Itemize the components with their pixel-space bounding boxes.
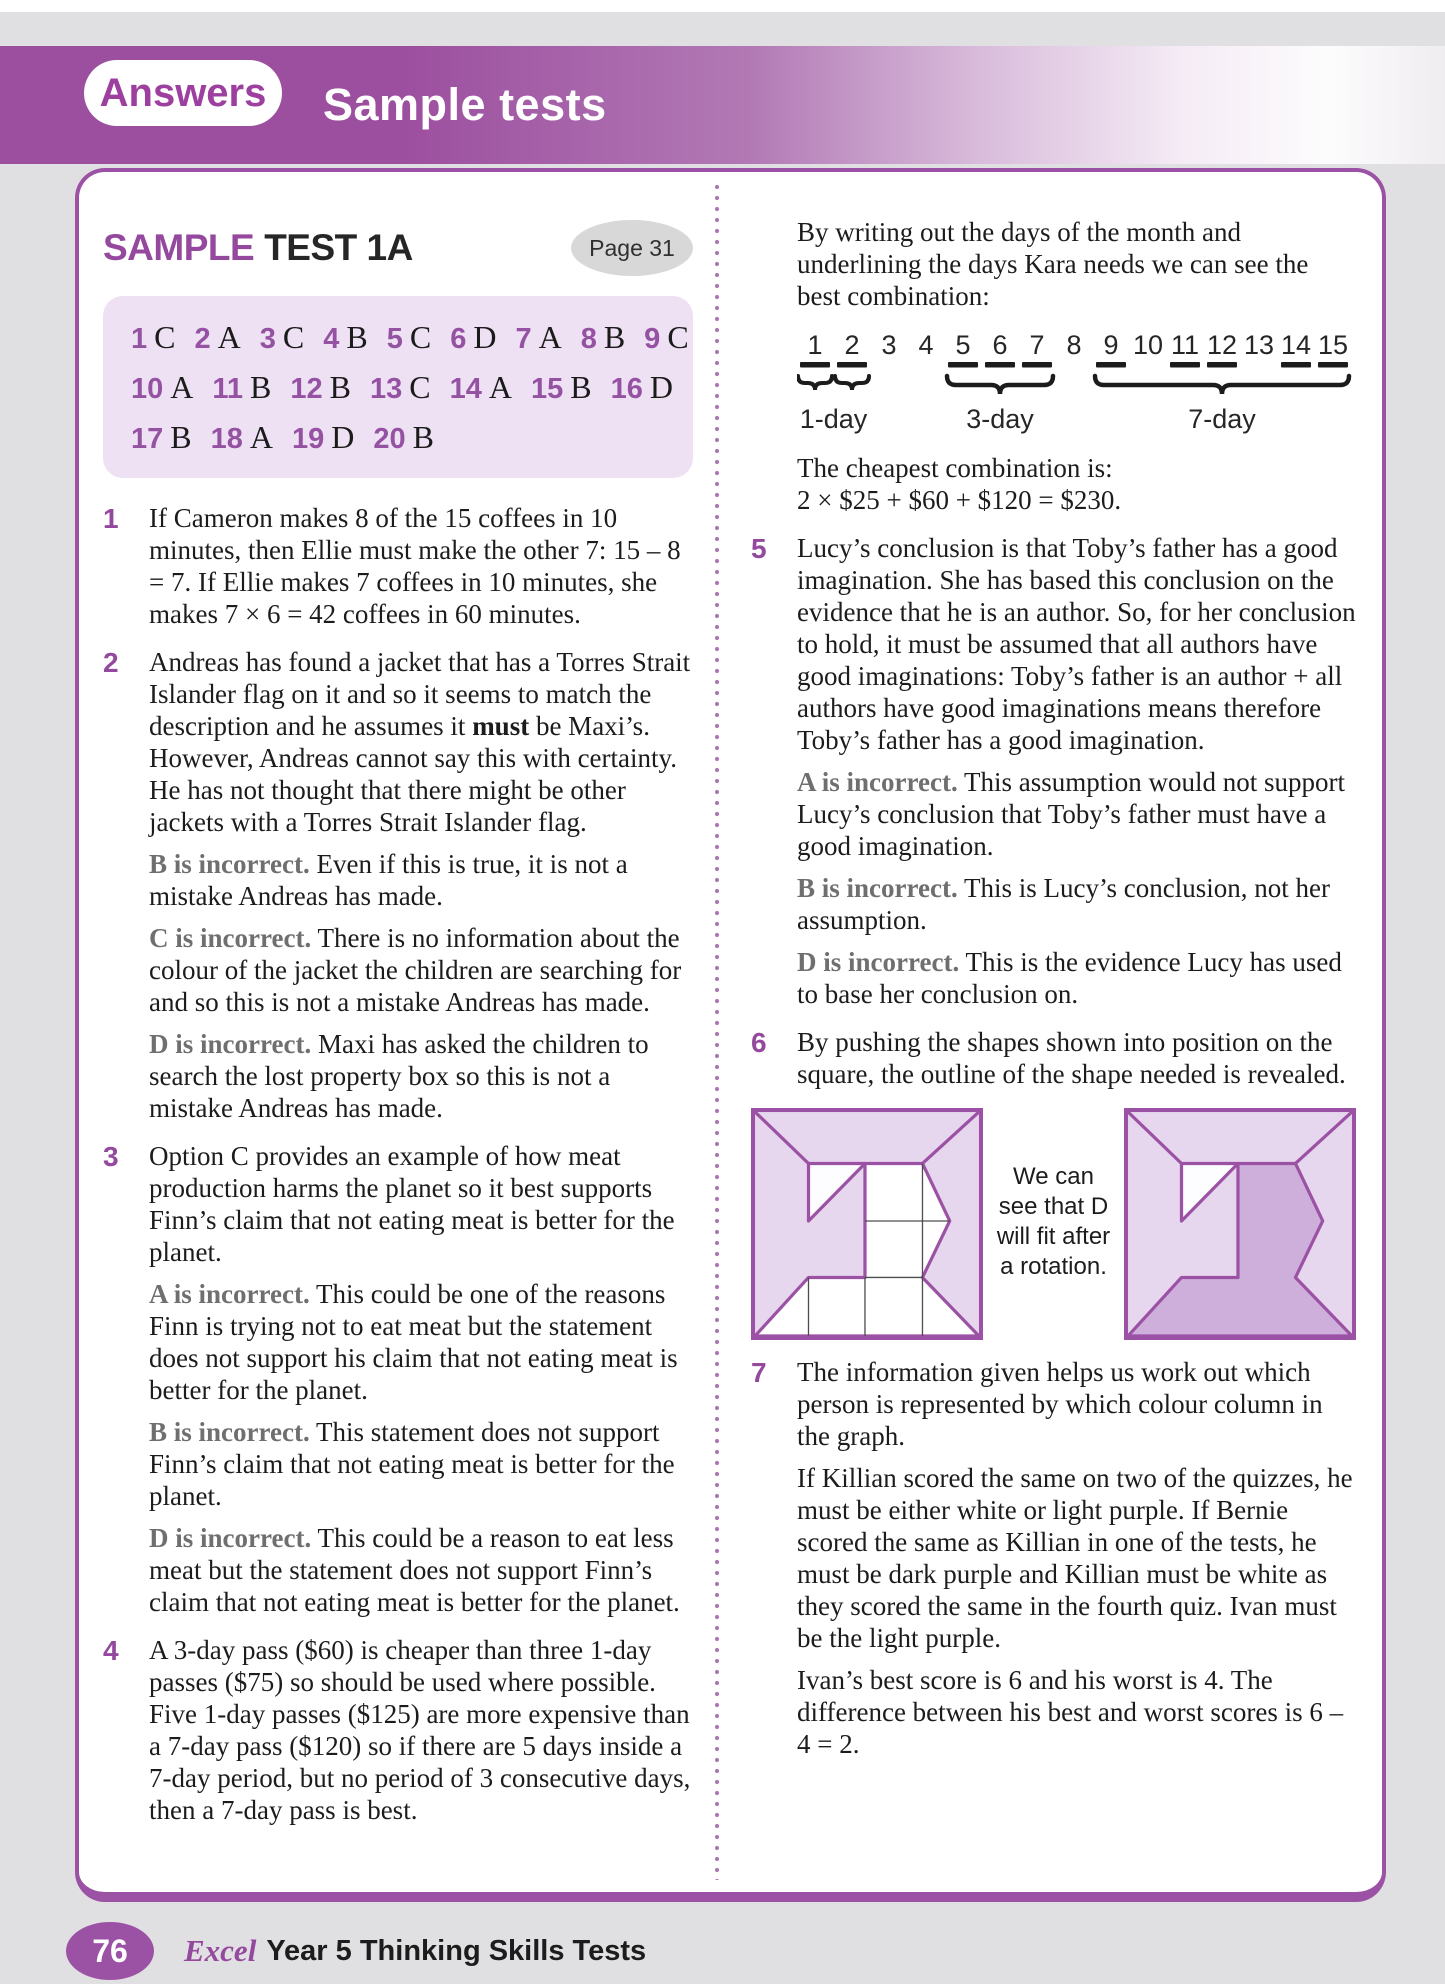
answer-key-box	[103, 296, 693, 478]
day-number: 9	[1103, 330, 1119, 360]
answer-key-line	[131, 412, 685, 462]
incorrect-label: A is incorrect.	[797, 767, 958, 797]
answer-key-number: 10	[131, 372, 164, 405]
question-body	[149, 502, 693, 630]
answer-paragraph	[149, 848, 693, 912]
question-number: 2	[103, 647, 119, 678]
answer-key-number: 7	[515, 322, 532, 355]
day-number: 14	[1280, 330, 1312, 360]
answer-key-letter: B	[170, 418, 192, 455]
day-number: 11	[1170, 330, 1200, 360]
answer-key-pair	[194, 319, 240, 356]
answer-key-letter: B	[412, 418, 434, 455]
answer-paragraph	[797, 872, 1356, 936]
day-number: 1	[807, 330, 823, 360]
puzzle-square-outline	[751, 1108, 983, 1340]
answer-key-letter: A	[217, 318, 241, 355]
content-panel	[75, 168, 1386, 1902]
answer-key-number: 9	[644, 322, 661, 355]
answer-paragraph	[797, 532, 1356, 756]
header-bar	[0, 46, 1445, 164]
answer-paragraph	[797, 452, 1356, 516]
question-number: 3	[103, 1141, 119, 1172]
answers-tab-label: Answers	[99, 70, 267, 115]
answer-paragraph	[149, 1634, 693, 1826]
text-run: If Killian scored the same on two of the quizzes, he must be either white or light purple. If Bernie scored the same as Killian in one of the tests, he must be dark purple and Killian must be white as they scored the same in the fourth quiz. Ivan must be the light purple.	[797, 1463, 1353, 1653]
answer-key-number: 18	[210, 422, 243, 455]
answer-key-pair	[292, 419, 354, 456]
answer-key-pair	[387, 319, 431, 356]
day-number: 10	[1132, 330, 1164, 360]
text-run: If Cameron makes 8 of the 15 coffees in 10 minutes, then Ellie must make the other 7: 15 – 8 = 7. If Ellie makes 7 coffees in 10 minutes, she makes 7 × 6 = 42 coffees in 60 minutes.	[149, 503, 681, 629]
answer-key-letter: C	[667, 318, 689, 355]
question-body	[797, 1356, 1356, 1760]
days-diagram-row	[751, 328, 1356, 436]
answer-key-letter: B	[346, 318, 368, 355]
question-item	[103, 1140, 693, 1618]
question-item	[103, 646, 693, 1124]
answer-paragraph	[149, 1140, 693, 1268]
shapes-caption: We can see that D will fit after a rotation.	[996, 1163, 1111, 1280]
question-item	[103, 1634, 693, 1826]
answer-key-number: 8	[580, 322, 597, 355]
text-run: This is the evidence Lucy has used to base her conclusion on.	[797, 947, 1342, 1009]
answer-key-pair	[131, 319, 175, 356]
page-badge: Page 31	[571, 220, 693, 276]
answer-paragraph	[797, 1462, 1356, 1654]
day-number: 4	[918, 330, 934, 360]
incorrect-label: B is incorrect.	[149, 849, 310, 879]
answer-key-number: 5	[386, 322, 403, 355]
day-number: 5	[955, 330, 971, 360]
answer-key-pair	[450, 369, 512, 406]
question-number	[751, 452, 797, 516]
answer-paragraph	[797, 1664, 1356, 1760]
text-run: This could be one of the reasons Finn is trying not to eat meat but the statement does not support his claim that not eating meat is better for the planet.	[149, 1279, 678, 1405]
top-strip	[0, 0, 1445, 12]
answer-key-number: 19	[291, 422, 325, 455]
test-header	[103, 220, 693, 276]
page-title: Sample tests	[323, 79, 607, 130]
question-body	[797, 216, 1356, 312]
day-number: 15	[1317, 330, 1349, 360]
answer-key-letter: D	[473, 318, 497, 355]
pass-label: 1-day	[799, 404, 868, 434]
text-run: There is no information about the colour of the jacket the children are searching for and so this is not a mistake Andreas has made.	[149, 923, 682, 1017]
answer-key-letter: A	[170, 368, 194, 405]
question-number: 6	[751, 1027, 767, 1058]
right-column	[719, 172, 1382, 1892]
answer-key-pair	[211, 419, 273, 456]
answer-key-letter: C	[154, 318, 176, 355]
text-run: Ivan’s best score is 6 and his worst is 4. The difference between his best and worst scores is 6 – 4 = 2.	[797, 1665, 1344, 1759]
pass-label: 7-day	[1188, 404, 1256, 434]
incorrect-label: D is incorrect.	[149, 1523, 312, 1553]
answer-key-letter: B	[329, 368, 351, 405]
answer-paragraph	[797, 1356, 1356, 1452]
answer-key-pair	[531, 369, 592, 406]
answer-key-letter: D	[649, 368, 673, 405]
question-body	[797, 452, 1356, 516]
answer-key-letter: A	[488, 368, 512, 405]
text-run: This could be a reason to eat less meat but the statement does not support Finn’s claim that not eating meat is better for the planet.	[149, 1523, 680, 1617]
text-run: Even if this is true, it is not a mistake Andreas has made.	[149, 849, 628, 911]
question-body	[797, 1026, 1356, 1090]
answer-key-line	[131, 362, 685, 412]
answer-key-letter: D	[331, 418, 355, 455]
question-item	[751, 216, 1356, 312]
text-run: Andreas has found a jacket that has a Torres Strait Islander flag on it and so it seems to match the description and he assumes it	[149, 647, 691, 741]
text-run: The information given helps us work out which person is represented by which colour column in the graph.	[797, 1357, 1323, 1451]
incorrect-label: B is incorrect.	[149, 1417, 310, 1447]
left-column	[79, 172, 715, 1892]
shapes-figure	[751, 1108, 1356, 1340]
day-number: 13	[1243, 330, 1275, 360]
pass-label: 3-day	[966, 404, 1034, 434]
question-body	[149, 1634, 693, 1826]
incorrect-label: C is incorrect.	[149, 923, 312, 953]
answer-key-letter: C	[409, 368, 431, 405]
test-title-name: TEST 1A	[264, 227, 413, 268]
answer-key-pair	[131, 369, 193, 406]
answer-key-number: 1	[131, 322, 148, 355]
answer-key-number: 20	[373, 422, 406, 455]
test-title-sample: SAMPLE	[103, 227, 255, 268]
answer-paragraph	[149, 922, 693, 1018]
question-item	[751, 452, 1356, 516]
answer-key-pair	[515, 319, 561, 356]
answer-key-letter: C	[409, 318, 432, 355]
day-number: 12	[1206, 330, 1238, 360]
answer-key-number: 11	[212, 372, 244, 405]
text-run: This statement does not support Finn’s claim that not eating meat is better for the planet.	[149, 1417, 675, 1511]
answer-key-letter: B	[603, 318, 626, 355]
answer-key-number: 3	[259, 322, 276, 355]
text-run: Maxi has asked the children to search the lost property box so this is not a mistake Andreas has made.	[149, 1029, 649, 1123]
question-body	[149, 646, 693, 1124]
question-item	[751, 532, 1356, 1010]
day-number: 6	[992, 330, 1008, 360]
text-run: By pushing the shapes shown into position on the square, the outline of the shape needed is revealed.	[797, 1027, 1346, 1089]
answer-paragraph	[149, 1028, 693, 1124]
text-run: This assumption would not support Lucy’s conclusion that Toby’s father must have a good imagination.	[797, 767, 1345, 861]
answer-key-pair	[370, 369, 431, 406]
answer-key-number: 12	[290, 372, 323, 405]
days-diagram	[797, 328, 1356, 436]
answer-paragraph	[797, 766, 1356, 862]
test-title	[103, 227, 413, 269]
answer-paragraph	[149, 502, 693, 630]
answer-paragraph	[149, 1522, 693, 1618]
text-run: This is Lucy’s conclusion, not her assumption.	[797, 873, 1330, 935]
text-run: Lucy’s conclusion is that Toby’s father has a good imagination. She has based this conclusion on the evidence that he is an author. So, for her conclusion to hold, it must be assumed that all authors have good imaginations: Toby’s father is an author + all authors have good imaginations means therefore Toby’s father has a good imagination.	[797, 533, 1356, 755]
text-run: By writing out the days of the month and underlining the days Kara needs we can see the best combination:	[797, 217, 1309, 311]
question-number: 5	[751, 533, 767, 564]
answer-paragraph	[797, 1026, 1356, 1090]
answer-key-pair	[131, 419, 192, 456]
text-run: be Maxi’s. However, Andreas cannot say this with certainty. He has not thought that there might be other jackets with a Torres Strait Islander flag.	[149, 711, 678, 837]
answer-key-letter: B	[250, 368, 272, 405]
footer	[66, 1922, 646, 1980]
text-run: 2 × $25 + $60 + $120 = $230.	[797, 485, 1122, 515]
answer-key-pair	[373, 419, 434, 456]
question-number: 7	[751, 1357, 767, 1388]
question-number: 1	[103, 503, 119, 534]
answer-paragraph	[149, 1416, 693, 1512]
page-number-badge: 76	[66, 1922, 154, 1980]
answer-key-number: 2	[194, 322, 211, 355]
day-number: 2	[844, 330, 860, 360]
brand-name: Excel	[184, 1933, 257, 1968]
incorrect-label: D is incorrect.	[149, 1029, 312, 1059]
question-body	[149, 1140, 693, 1618]
incorrect-label: B is incorrect.	[797, 873, 958, 903]
answer-key-number: 6	[450, 322, 467, 355]
left-questions	[103, 502, 693, 1826]
day-number: 7	[1029, 330, 1045, 360]
answer-key-pair	[323, 319, 367, 356]
answers-tab	[84, 60, 282, 126]
days-diagram-gutter	[751, 328, 797, 436]
question-number	[751, 216, 797, 312]
incorrect-label: D is incorrect.	[797, 947, 960, 977]
answer-key-number: 4	[323, 322, 340, 355]
answer-key-number: 16	[610, 372, 643, 405]
answer-key-letter: A	[538, 318, 562, 355]
answer-key-pair	[644, 319, 688, 356]
series-title: Year 5 Thinking Skills Tests	[266, 1934, 647, 1967]
puzzle-square-solved	[1124, 1108, 1356, 1340]
question-item	[103, 502, 693, 630]
question-item	[751, 1356, 1356, 1760]
answer-key-line	[131, 312, 689, 362]
answer-paragraph	[797, 216, 1356, 312]
text-run: The cheapest combination is:	[797, 453, 1113, 483]
question-number: 4	[103, 1635, 119, 1666]
text-run: must	[472, 711, 530, 741]
answer-key-pair	[450, 319, 496, 356]
answer-paragraph	[149, 646, 693, 838]
incorrect-label: A is incorrect.	[149, 1279, 310, 1309]
answer-key-pair	[260, 319, 304, 356]
answer-key-letter: B	[570, 368, 592, 405]
answer-key-number: 17	[131, 422, 164, 455]
answer-key-number: 13	[370, 372, 403, 405]
question-body	[797, 532, 1356, 1010]
answer-key-pair	[611, 369, 673, 406]
answer-key-pair	[581, 319, 625, 356]
days-of-month-figure	[797, 328, 1353, 436]
answer-paragraph	[149, 1278, 693, 1406]
answer-key-letter: C	[282, 318, 305, 355]
text-run: Option C provides an example of how meat production harms the planet so it best supports Finn’s claim that not eating meat is better for the planet.	[149, 1141, 675, 1267]
day-number: 3	[881, 330, 897, 360]
answer-paragraph	[797, 946, 1356, 1010]
question-item	[751, 1026, 1356, 1090]
answer-key-number: 15	[530, 372, 564, 405]
answer-key-letter: A	[249, 418, 273, 455]
day-number: 8	[1066, 330, 1082, 360]
answer-key-number: 14	[449, 372, 482, 405]
text-run: A 3-day pass ($60) is cheaper than three 1-day passes ($75) so should be used where possible. Five 1-day passes ($125) are more expensive than a 7-day pass ($120) so if there are 5 days inside a 7-day period, but no period of 3 consecutive days, then a 7-day pass is best.	[149, 1635, 691, 1825]
answer-key-pair	[212, 369, 271, 406]
answer-key-pair	[290, 369, 351, 406]
